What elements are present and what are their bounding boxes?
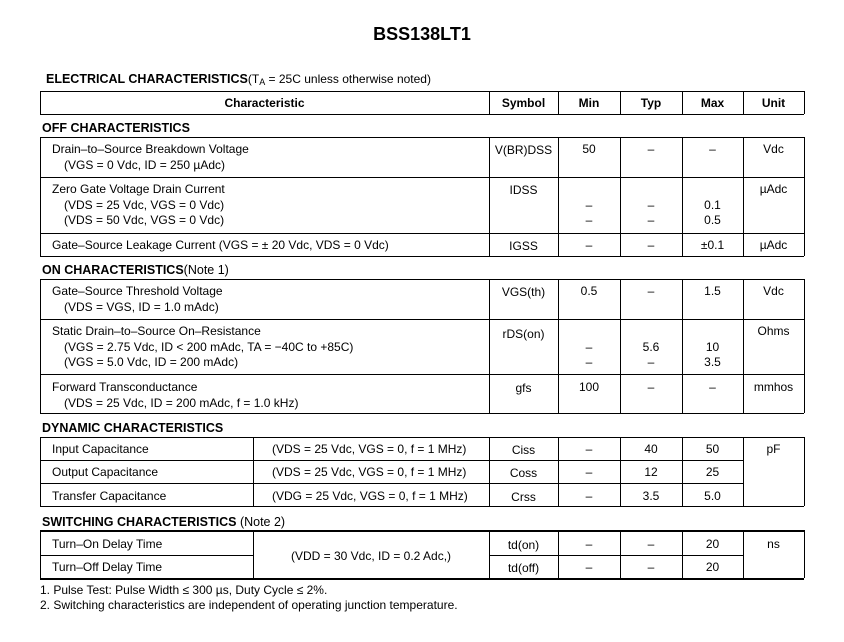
vth-typ: – [647,284,655,298]
toff-typ: – [647,560,655,574]
igss-min: – [585,238,593,252]
ton-typ: – [647,537,655,551]
idss-typ-2: – [647,213,655,227]
coss-condition: (VDS = 25 Vdc, VGS = 0, f = 1 MHz) [272,465,467,479]
switching-unit: ns [767,537,780,551]
crss-name: Transfer Capacitance [52,489,167,503]
bvdss-symbol: V(BR)DSS [494,143,553,157]
footnote-1: 1. Pulse Test: Pulse Width ≤ 300 µs, Duty Cycle ≤ 2%. [40,583,328,597]
crss-min: – [585,489,593,503]
rds-max-1: 10 [705,340,720,354]
bvdss-name: Drain–to–Source Breakdown Voltage [52,142,249,156]
igss-max: ±0.1 [700,238,725,252]
rule [40,91,804,92]
rds-unit: Ohms [757,324,790,338]
idss-condition-2: (VDS = 50 Vdc, VGS = 0 Vdc) [64,213,225,227]
switching-heading-note: (Note 2) [239,515,286,529]
condition-sub: A [259,77,266,87]
rule [40,177,804,178]
rule [40,530,41,578]
toff-min: – [585,560,593,574]
rds-typ-1: 5.6 [642,340,660,354]
rule [40,279,804,280]
ciss-typ: 40 [644,442,658,456]
coss-min: – [585,465,593,479]
col-unit-header: Unit [761,96,786,110]
rule [804,91,805,114]
vth-unit: Vdc [763,284,784,298]
col-symbol-header: Symbol [501,96,546,110]
rule [40,530,804,532]
crss-condition: (VDG = 25 Vdc, VGS = 0, f = 1 MHz) [272,489,468,503]
on-heading-note: (Note 1) [183,263,229,277]
rule [40,437,41,506]
rule [40,483,743,484]
rule [40,374,804,375]
dynamic-characteristics-heading: DYNAMIC CHARACTERISTICS [42,421,224,435]
rule [804,530,805,578]
rds-name: Static Drain–to–Source On–Resistance [52,324,261,338]
gfs-unit: mmhos [753,380,794,394]
igss-unit: µAdc [759,238,788,252]
igss-symbol: IGSS [509,239,538,253]
gfs-min: 100 [578,380,600,394]
idss-max-2: 0.5 [704,213,721,227]
ton-min: – [585,537,593,551]
electrical-heading-text: ELECTRICAL CHARACTERISTICS [46,72,248,86]
rule [40,319,804,320]
switching-characteristics-heading [42,515,285,529]
rule [40,460,743,461]
gfs-name: Forward Transconductance [52,380,198,394]
col-min-header: Min [578,96,600,110]
rule [40,256,804,257]
rule [489,555,743,556]
ton-symbol: td(on) [507,538,540,552]
ton-max: 20 [705,537,720,551]
vth-symbol: VGS(th) [501,285,546,299]
rule [253,437,254,506]
footnote-2: 2. Switching characteristics are independent of operating junction temperature. [40,598,458,612]
bvdss-min: 50 [582,142,596,156]
switching-condition: (VDD = 30 Vdc, ID = 0.2 Adc,) [290,549,452,563]
coss-symbol: Coss [509,466,538,480]
rule [40,437,804,438]
ciss-min: – [585,442,593,456]
idss-min-1: – [585,198,593,212]
igss-typ: – [647,238,655,252]
gfs-typ: – [647,380,655,394]
bvdss-condition: (VGS = 0 Vdc, ID = 250 µAdc) [64,158,225,172]
crss-typ: 3.5 [642,489,660,503]
gfs-condition: (VDS = 25 Vdc, ID = 200 mAdc, f = 1.0 kHz) [64,396,299,410]
coss-typ: 12 [644,465,658,479]
toff-name: Turn–Off Delay Time [52,560,163,574]
rule [804,137,805,256]
vth-min: 0.5 [580,284,598,298]
bvdss-max: – [709,142,716,156]
crss-symbol: Crss [511,490,536,504]
rule [804,279,805,413]
rds-condition-2: (VGS = 5.0 Vdc, ID = 200 mAdc) [64,355,239,369]
rds-min-2: – [585,355,593,369]
col-characteristic-header: Characteristic [224,96,305,110]
rds-condition-1: (VGS = 2.75 Vdc, ID < 200 mAdc, TA = −40C to +85C) [64,340,354,354]
gfs-max: – [709,380,716,394]
idss-min-2: – [585,213,593,227]
idss-name: Zero Gate Voltage Drain Current [52,182,225,196]
col-max-header: Max [700,96,725,110]
bvdss-typ: – [647,142,655,156]
gfs-symbol: gfs [515,381,532,395]
electrical-condition [248,72,431,86]
bvdss-unit: Vdc [763,142,784,156]
rule [40,578,804,580]
condition-rest: = 25C unless otherwise noted) [265,72,431,86]
ciss-condition: (VDS = 25 Vdc, VGS = 0, f = 1 MHz) [272,442,467,456]
rule [40,137,41,256]
coss-max: 25 [705,465,720,479]
rds-min-1: – [585,340,593,354]
rule [804,437,805,506]
idss-typ-1: – [647,198,655,212]
idss-condition-1: (VDS = 25 Vdc, VGS = 0 Vdc) [64,198,225,212]
col-typ-header: Typ [640,96,662,110]
idss-unit: µAdc [759,182,788,196]
rule [40,233,804,234]
crss-max: 5.0 [704,489,721,503]
toff-symbol: td(off) [507,561,540,575]
idss-max-1: 0.1 [704,198,721,212]
condition-prefix: (T [247,72,260,86]
ciss-symbol: Ciss [511,443,536,457]
igss-name: Gate–Source Leakage Current (VGS = ± 20 Vdc, VDS = 0 Vdc) [52,238,389,252]
on-characteristics-heading [42,263,229,277]
ciss-name: Input Capacitance [52,442,149,456]
off-characteristics-heading: OFF CHARACTERISTICS [42,121,190,135]
coss-name: Output Capacitance [52,465,159,479]
vth-condition: (VDS = VGS, ID = 1.0 mAdc) [64,300,219,314]
rule [40,413,804,414]
rds-max-2: 3.5 [704,355,721,369]
ton-name: Turn–On Delay Time [52,537,163,551]
switching-heading-label: SWITCHING CHARACTERISTICS [42,515,237,529]
rds-typ-2: – [647,355,655,369]
idss-symbol: IDSS [509,183,538,197]
rule [40,506,804,507]
rule [40,114,804,115]
electrical-characteristics-heading [46,72,431,87]
page-title: BSS138LT1 [373,24,471,44]
ciss-max: 50 [705,442,720,456]
rule [40,137,804,138]
rule [40,555,253,556]
toff-max: 20 [705,560,720,574]
vth-max: 1.5 [704,284,721,298]
rule [40,279,41,413]
dynamic-unit: pF [766,442,781,456]
vth-name: Gate–Source Threshold Voltage [52,284,223,298]
on-heading-label: ON CHARACTERISTICS [42,263,184,277]
rds-symbol: rDS(on) [502,327,545,341]
